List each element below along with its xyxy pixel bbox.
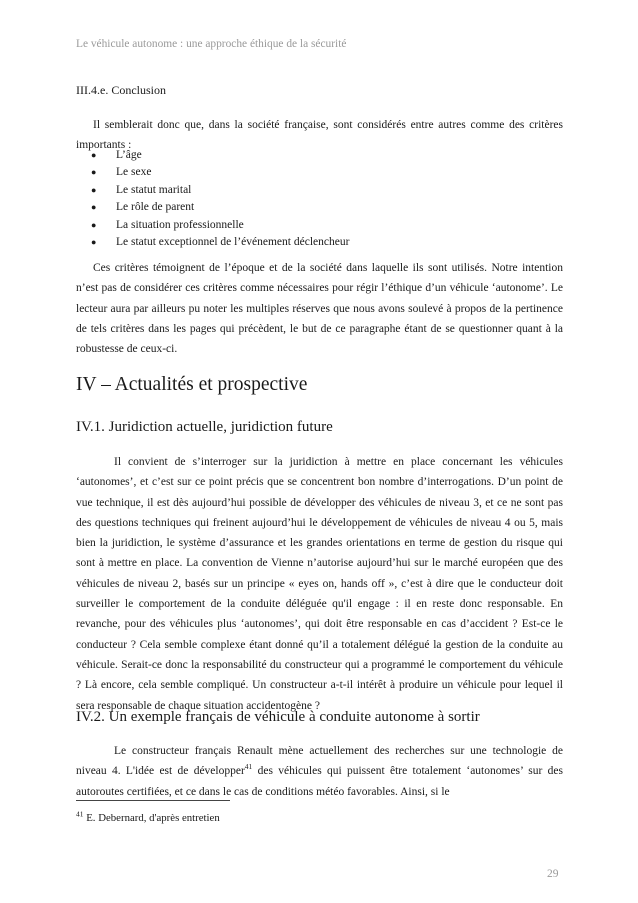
conclusion-paragraph: Ces critères témoignent de l’époque et de la société dans laquelle ils sont utilisés. Notre intention n’est pas de considérer ces critères comme nécessaires pour régir l’éthique d’un véhicule ‘autonome’. Le lecteur aura par ailleurs pu noter les multiples réserves que nous avons soulevé à propos de la pertinence de tels critères dans les pages qui précèdent, le but de ce paragraphe étant de se questionner quant à la robustesse de ceux-ci. [76, 262, 563, 356]
section-heading-conclusion: III.4.e. Conclusion [76, 83, 166, 97]
criteria-list [76, 147, 556, 251]
bullet-icon: ● [91, 150, 97, 160]
bullet-icon: ● [91, 236, 97, 247]
page-number: 29 [547, 868, 559, 880]
bullet-icon: ● [91, 184, 97, 195]
bullet-icon: ● [91, 167, 97, 178]
list-item: ● La situation professionnelle [76, 217, 556, 234]
footnote-reference[interactable]: 41 [244, 762, 253, 772]
footnote-separator [76, 800, 230, 801]
bullet-icon: ● [91, 202, 97, 213]
list-item: ● Le statut marital [76, 182, 556, 199]
section-heading-renault: IV.2. Un exemple français de véhicule à conduite autonome à sortir [76, 709, 480, 725]
chapter-heading: IV – Actualités et prospective [76, 374, 308, 395]
conclusion-intro: Il semblerait donc que, dans la société française, sont considérés entre autres comme des critères importants : [76, 119, 563, 152]
running-header: Le véhicule autonome : une approche éthique de la sécurité [76, 38, 347, 50]
list-item: ● Le statut exceptionnel de l’événement déclencheur [76, 234, 556, 251]
renault-paragraph: Le constructeur français Renault mène actuellement des recherches sur une technologie de niveau 4. L'idée est de développer$^{41}$ des véhicules qui puissent être totalement ‘autonomes’ sur des autoroutes certifiées, et ce dans le cas de conditions météo favorables. Ainsi, si le [76, 745, 564, 798]
list-item: ● L’âge [76, 147, 556, 164]
juridiction-paragraph: Il convient de s’interroger sur la juridiction à mettre en place concernant les véhicules ‘autonomes’, et c’est sur ce point précis que se concentrent bon nombre d’interrogations. D’un point de vue technique, il est dès aujourd’hui possible de développer des véhicules de niveau 3, et ce ne sont pas des questions techniques qui freinent aujourd’hui le développement de véhicules de niveau 4 ou 5, mais bien la juridiction, le système d’assurance et les grandes orientations en terme de gestion du risque qui sont à mettre en place. La convention de Vienne n’autorise aujourd’hui sur le marché européen que des véhicules de niveau 2, basés sur un principe « eyes on, hands off », c’est à dire que le conducteur doit surveiller le comportement de la conduite déléguée qu'il engage : il en reste donc responsable. En revanche, pour des véhicules plus ‘autonomes’, qui doit être responsable en cas d’accident ? Est-ce le conducteur ? Cela semble complexe étant donné qu’il a totalement délégué la gestion de la conduite au véhicule. Serait-ce donc la responsabilité du constructeur qui a programmé le comportement du véhicule ? Là encore, cela semble compliqué. Un constructeur a-t-il intérêt à produire un véhicule pour lequel il sera responsable de chaque situation accidentogène ? [76, 456, 563, 712]
bullet-icon: ● [91, 219, 97, 230]
list-item: ● Le sexe [76, 164, 556, 181]
section-heading-juridiction: IV.1. Juridiction actuelle, juridiction future [76, 419, 333, 435]
footnote: $^{41}$ E. Debernard, d'après entretien [76, 809, 220, 824]
list-item: ● Le rôle de parent [76, 199, 556, 216]
footnote-number: 41 [76, 809, 84, 819]
